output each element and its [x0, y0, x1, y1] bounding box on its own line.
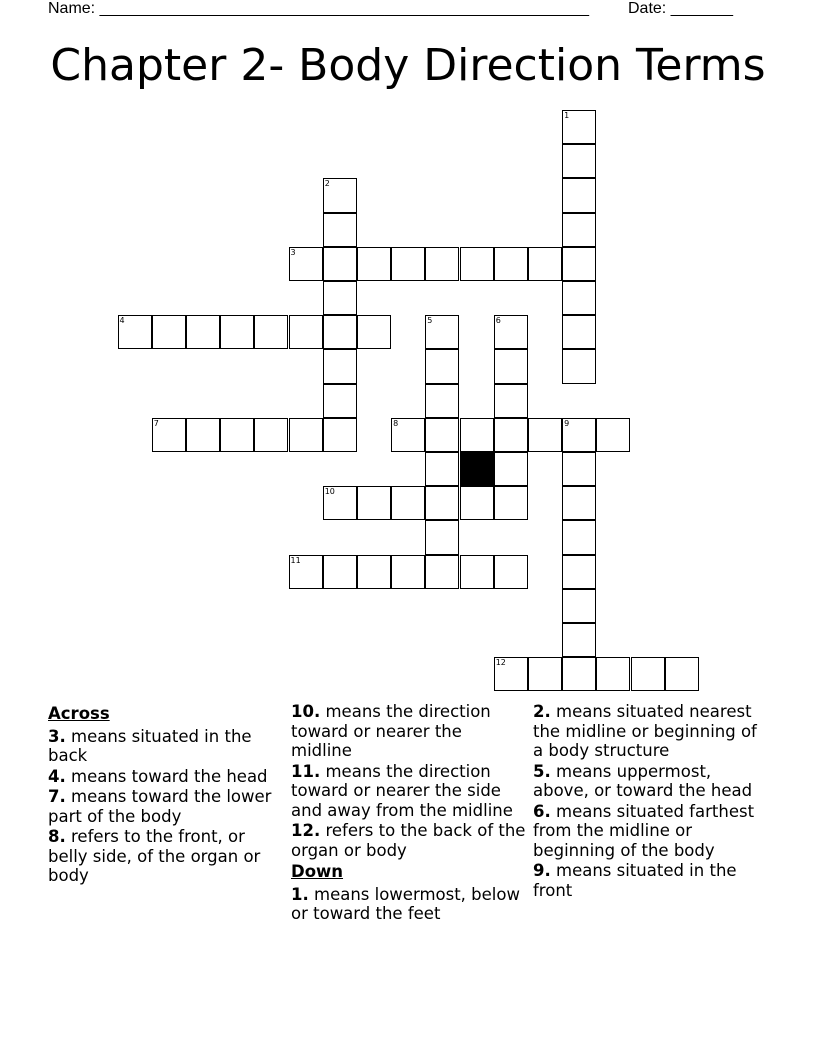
- crossword-cell[interactable]: [494, 555, 528, 589]
- clue-across-10: 10. means the direction toward or nearer the midline: [291, 702, 491, 760]
- clues-column-3: [533, 702, 769, 901]
- clue-down-9: 9. means situated in the front: [533, 861, 737, 900]
- crossword-cell[interactable]: [631, 657, 665, 691]
- crossword-cell[interactable]: [220, 418, 254, 452]
- crossword-cell[interactable]: [665, 657, 699, 691]
- crossword-cell[interactable]: [323, 555, 357, 589]
- crossword-cell[interactable]: [425, 247, 459, 281]
- crossword-cell[interactable]: [289, 247, 323, 281]
- crossword-cell[interactable]: [494, 657, 528, 691]
- crossword-cell[interactable]: [494, 247, 528, 281]
- crossword-cell[interactable]: [425, 486, 459, 520]
- crossword-cell[interactable]: [323, 315, 357, 349]
- crossword-cell[interactable]: [562, 315, 596, 349]
- crossword-cell[interactable]: [357, 486, 391, 520]
- crossword-cell[interactable]: [562, 623, 596, 657]
- crossword-cell[interactable]: [460, 418, 494, 452]
- crossword-cell[interactable]: [562, 657, 596, 691]
- cell-number: 9: [564, 418, 570, 428]
- crossword-cell[interactable]: [357, 555, 391, 589]
- crossword-cell[interactable]: [425, 418, 459, 452]
- crossword-cell[interactable]: [562, 349, 596, 383]
- crossword-cell[interactable]: [460, 247, 494, 281]
- crossword-cell[interactable]: [562, 281, 596, 315]
- clue-across-4: 4. means toward the head: [48, 766, 268, 786]
- crossword-cell[interactable]: [391, 555, 425, 589]
- clue-across-11: 11. means the direction toward or nearer the side and away from the midline: [291, 761, 513, 820]
- crossword-cell[interactable]: [494, 452, 528, 486]
- crossword-block: [460, 452, 494, 486]
- clues-column-2: [291, 702, 527, 925]
- cell-number: 5: [427, 316, 433, 326]
- crossword-cell[interactable]: [596, 418, 630, 452]
- crossword-cell[interactable]: [494, 349, 528, 383]
- crossword-cell[interactable]: [152, 315, 186, 349]
- crossword-cell[interactable]: [186, 418, 220, 452]
- cell-number: 10: [324, 487, 335, 497]
- cell-number: 8: [393, 418, 399, 428]
- crossword-cell[interactable]: [494, 384, 528, 418]
- crossword-cell[interactable]: [425, 384, 459, 418]
- crossword-cell[interactable]: [460, 555, 494, 589]
- crossword-cell[interactable]: [118, 315, 152, 349]
- crossword-cell[interactable]: [528, 657, 562, 691]
- cell-number: 11: [290, 555, 301, 565]
- clue-across-12: 12. refers to the back of the organ or body: [291, 821, 526, 860]
- crossword-cell[interactable]: [357, 247, 391, 281]
- crossword-cell[interactable]: [186, 315, 220, 349]
- crossword-cell[interactable]: [254, 418, 288, 452]
- crossword-cell[interactable]: [289, 418, 323, 452]
- crossword-cell[interactable]: [323, 384, 357, 418]
- cell-number: 12: [495, 658, 506, 668]
- clue-across-8: 8. refers to the front, or belly side, of the organ or body: [48, 827, 261, 885]
- clue-down-6: 6. means situated farthest from the midline or beginning of the body: [533, 801, 755, 860]
- crossword-cell[interactable]: [494, 486, 528, 520]
- crossword-cell[interactable]: [460, 486, 494, 520]
- clue-down-2: 2. means situated nearest the midline or beginning of a body structure: [533, 702, 757, 760]
- crossword-cell[interactable]: [323, 349, 357, 383]
- cell-number: 4: [119, 316, 125, 326]
- crossword-cell[interactable]: [152, 418, 186, 452]
- cell-number: 7: [153, 418, 159, 428]
- clue-across-3: 3. means situated in the back: [48, 726, 252, 765]
- crossword-cell[interactable]: [289, 555, 323, 589]
- cell-number: 1: [564, 111, 570, 120]
- crossword-cell[interactable]: [562, 110, 596, 144]
- crossword-cell[interactable]: [323, 247, 357, 281]
- crossword-cell[interactable]: [425, 315, 459, 349]
- down-heading: Down: [291, 862, 344, 881]
- clue-down-1: 1. means lowermost, below or toward the feet: [291, 884, 520, 923]
- crossword-cell[interactable]: [528, 247, 562, 281]
- crossword-cell[interactable]: [562, 589, 596, 623]
- crossword-cell[interactable]: [323, 213, 357, 247]
- crossword-cell[interactable]: [220, 315, 254, 349]
- crossword-cell[interactable]: [323, 281, 357, 315]
- crossword-cell[interactable]: [562, 418, 596, 452]
- crossword-cell[interactable]: [562, 520, 596, 554]
- crossword-cell[interactable]: [323, 178, 357, 212]
- crossword-cell[interactable]: [562, 178, 596, 212]
- page-title: Chapter 2- Body Direction Terms: [50, 40, 766, 91]
- crossword-cell[interactable]: [357, 315, 391, 349]
- crossword-cell[interactable]: [562, 213, 596, 247]
- crossword-cell[interactable]: [391, 247, 425, 281]
- crossword-cell[interactable]: [254, 315, 288, 349]
- crossword-cell[interactable]: [596, 657, 630, 691]
- name-field-line: Name: _______________________________________________________: [48, 0, 589, 17]
- cell-number: 6: [495, 316, 501, 326]
- crossword-cell[interactable]: [562, 144, 596, 178]
- clues-column-1: [48, 702, 284, 887]
- cell-number: 2: [324, 179, 330, 189]
- clue-across-7: 7. means toward the lower part of the body: [48, 787, 272, 826]
- crossword-cell[interactable]: [562, 247, 596, 281]
- crossword-cell[interactable]: [562, 486, 596, 520]
- crossword-cell[interactable]: [289, 315, 323, 349]
- crossword-cell[interactable]: [494, 315, 528, 349]
- crossword-cell[interactable]: [528, 418, 562, 452]
- across-heading: Across: [48, 704, 110, 723]
- crossword-cell[interactable]: [494, 418, 528, 452]
- cell-number: 3: [290, 247, 296, 257]
- crossword-cell[interactable]: [391, 486, 425, 520]
- crossword-cell[interactable]: [562, 555, 596, 589]
- crossword-cell[interactable]: [425, 520, 459, 554]
- crossword-cell[interactable]: [562, 452, 596, 486]
- crossword-cell[interactable]: [391, 418, 425, 452]
- date-field-line: Date: _______: [628, 0, 733, 17]
- crossword-cell[interactable]: [323, 418, 357, 452]
- clue-down-5: 5. means uppermost, above, or toward the head: [533, 761, 753, 800]
- crossword-cell[interactable]: [425, 555, 459, 589]
- crossword-cell[interactable]: [425, 349, 459, 383]
- crossword-cell[interactable]: [425, 452, 459, 486]
- crossword-cell[interactable]: [323, 486, 357, 520]
